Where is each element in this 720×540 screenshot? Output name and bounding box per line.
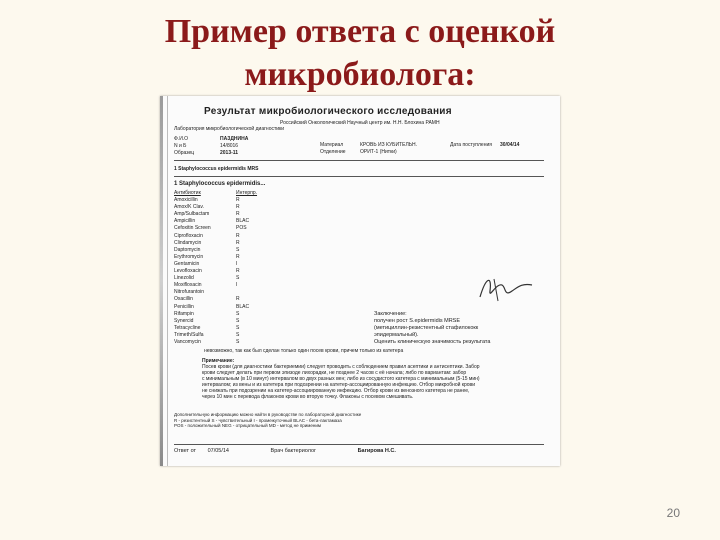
field-material-value: КРОВЬ ИЗ КУБИТЕЛЬН. — [360, 142, 418, 148]
conclusion-block — [374, 311, 490, 346]
drug-name: Amox/K Clav. — [174, 204, 204, 211]
divider-1 — [174, 160, 544, 161]
drug-name: Penicillin — [174, 303, 194, 310]
susceptibility-header-row — [174, 190, 266, 197]
drug-result — [236, 289, 266, 296]
table-row — [174, 254, 266, 261]
note-line: интервалом; из вены и из катетера при подозрении на катетер-ассоциированную инфекцию. Отбор микробной крови — [202, 382, 475, 388]
field-material-label: Материал — [320, 142, 344, 148]
field-date-value: 30/04/14 — [500, 142, 520, 148]
legend-block — [174, 412, 361, 429]
drug-result: R — [236, 253, 240, 260]
drug-result: S — [236, 324, 240, 331]
drug-name: Oxacillin — [174, 296, 193, 303]
drug-name: Trimeth/Sulfa — [174, 331, 204, 338]
table-row — [174, 304, 266, 311]
drug-name: Erythromycin — [174, 253, 204, 260]
drug-result: R — [236, 268, 240, 275]
legend-line: R - резистентный S - чувствительный I - промежуточный BLAC - бета-лактамаза — [174, 417, 342, 423]
table-row — [174, 282, 266, 289]
field-sample-label: Образец — [174, 150, 195, 156]
note-title: Примечание: — [202, 358, 235, 364]
table-row — [174, 233, 266, 240]
table-row — [174, 311, 266, 318]
table-row — [174, 296, 266, 303]
drug-result: S — [236, 317, 240, 324]
table-row — [174, 240, 266, 247]
drug-name: Synercid — [174, 317, 194, 324]
field-department-label: Отделение — [320, 149, 346, 155]
table-row — [174, 225, 266, 232]
note-line: не снижать при подозрении на катетер-ассоциированную инфекцию. Отбор крови из венозного катетера не ранее, — [202, 388, 470, 394]
drug-result: R — [236, 296, 240, 303]
field-department-value: ОРИТ-1 (Нитки) — [360, 149, 397, 155]
drug-result: I — [236, 282, 238, 289]
report-title: Результат микробиологического исследования — [204, 106, 452, 117]
table-row — [174, 268, 266, 275]
footer-sent-label: Ответ от — [174, 448, 197, 454]
drug-result: S — [236, 331, 240, 338]
header-result: Интерпр. — [236, 190, 258, 196]
table-row — [174, 332, 266, 339]
slide-title-line-1: Пример ответа с оценкой — [164, 13, 556, 50]
table-row — [174, 289, 266, 296]
field-sample-value: 2013-11 — [220, 150, 239, 156]
table-row — [174, 325, 266, 332]
table-row — [174, 339, 266, 346]
scanned-lab-report — [160, 96, 560, 466]
conclusion-tail: невозможно, так как был сделан только один посев крови, причем только из катетера — [204, 348, 404, 354]
drug-result: R — [236, 197, 240, 204]
signature-icon — [476, 273, 536, 305]
divider-3 — [174, 444, 544, 445]
table-row — [174, 204, 266, 211]
field-name-label: Ф.И.О — [174, 136, 189, 142]
field-name-value: ПАЗДНИНА — [220, 136, 249, 142]
drug-result: BLAC — [236, 218, 250, 225]
drug-result: POS — [236, 225, 247, 232]
susceptibility-rows — [174, 197, 266, 346]
note-line: Посев крови (для диагностики бактериемии) следует проводить с соблюдением правил асептики и антисептики. Забор — [202, 364, 480, 370]
table-row — [174, 318, 266, 325]
header-drug: Антибиотик — [174, 190, 201, 196]
susceptibility-table — [174, 190, 266, 346]
report-header-line-2: Лаборатория микробиологической диагностики — [174, 126, 285, 132]
drug-result: R — [236, 232, 240, 239]
drug-name: Ciprofloxacin — [174, 232, 203, 239]
footer-doctor-name: Багирова Н.С. — [357, 448, 396, 454]
report-footer — [174, 448, 396, 454]
footer-sent-date: 07/05/14 — [207, 448, 229, 454]
drug-result: R — [236, 204, 240, 211]
note-block — [202, 358, 542, 400]
legend-line: POS - положительный NEG - отрицательный MD - метод не применим — [174, 423, 321, 428]
drug-name: Nitrofurantoin — [174, 289, 205, 296]
note-line: крови следует делать при первом эпизоде лихорадки, не позднее 2 часов с её начала; либо по вариантам: забор — [202, 370, 467, 376]
field-date-label: Дата поступления — [450, 142, 492, 148]
scan-edge-line — [167, 96, 168, 466]
conclusion-line: получен рост S.epidermidis MRSE — [374, 318, 461, 324]
drug-name: Cefoxitin Screen — [174, 225, 211, 232]
report-header-line-1: Российский Онкологический Научный центр им. Н.Н. Блохина РАМН — [280, 120, 440, 126]
footer-doctor-label: Врач бактериолог — [270, 448, 317, 454]
drug-result: R — [236, 211, 240, 218]
organism-heading: 1 Staphylococcus epidermidis... — [174, 181, 266, 187]
table-row — [174, 218, 266, 225]
legend-line: Дополнительную информацию можно найти в руководстве по лабораторной диагностике — [174, 412, 362, 417]
conclusion-line: Заключение: — [374, 311, 407, 317]
table-row — [174, 261, 266, 268]
drug-name: Linezolid — [174, 275, 194, 282]
slide-title — [0, 10, 720, 96]
table-row — [174, 211, 266, 218]
table-row — [174, 275, 266, 282]
drug-result: R — [236, 239, 240, 246]
drug-name: Amp/Sulbactam — [174, 211, 210, 218]
drug-name: Levofloxacin — [174, 268, 202, 275]
drug-result: BLAC — [236, 303, 250, 310]
page-number: 20 — [666, 506, 680, 520]
drug-name: Clindamycin — [174, 239, 202, 246]
table-row — [174, 247, 266, 254]
drug-name: Amoxicillin — [174, 197, 198, 204]
conclusion-line: (метициллин-резистентный стафилококк — [374, 325, 479, 331]
scan-edge-shadow — [160, 96, 163, 466]
drug-name: Gentamicin — [174, 260, 200, 267]
drug-name: Vancomycin — [174, 338, 201, 345]
field-number-value: 14/8016 — [220, 143, 239, 149]
slide-title-line-2: микробиолога: — [244, 56, 476, 93]
drug-name: Rifampin — [174, 310, 194, 317]
drug-name: Ampicillin — [174, 218, 196, 225]
drug-result: S — [236, 310, 240, 317]
drug-name: Daptomycin — [174, 246, 201, 253]
drug-name: Moxifloxacin — [174, 282, 202, 289]
note-line: с минимальным (в 10 минут) интервалом во двух разных вен; либо из сосудистого катетера с минимальным (5-15 мин) — [202, 376, 480, 382]
organism-line: 1 Staphylococcus epidermidis MRS — [174, 166, 259, 172]
conclusion-line: эпидермальный). — [374, 332, 419, 338]
table-row — [174, 197, 266, 204]
drug-result: S — [236, 246, 240, 253]
drug-name: Tetracycline — [174, 324, 201, 331]
field-number-label: N и Б — [174, 143, 187, 149]
conclusion-line: Оценить клиническую значимость результата — [374, 339, 491, 345]
drug-result: S — [236, 338, 240, 345]
drug-result: S — [236, 275, 240, 282]
note-line: через 10 мин с перевода флаконов крови во вторую точку. Флаконы с посевом смешивать. — [202, 394, 414, 400]
divider-2 — [174, 176, 544, 177]
drug-result: I — [236, 260, 238, 267]
